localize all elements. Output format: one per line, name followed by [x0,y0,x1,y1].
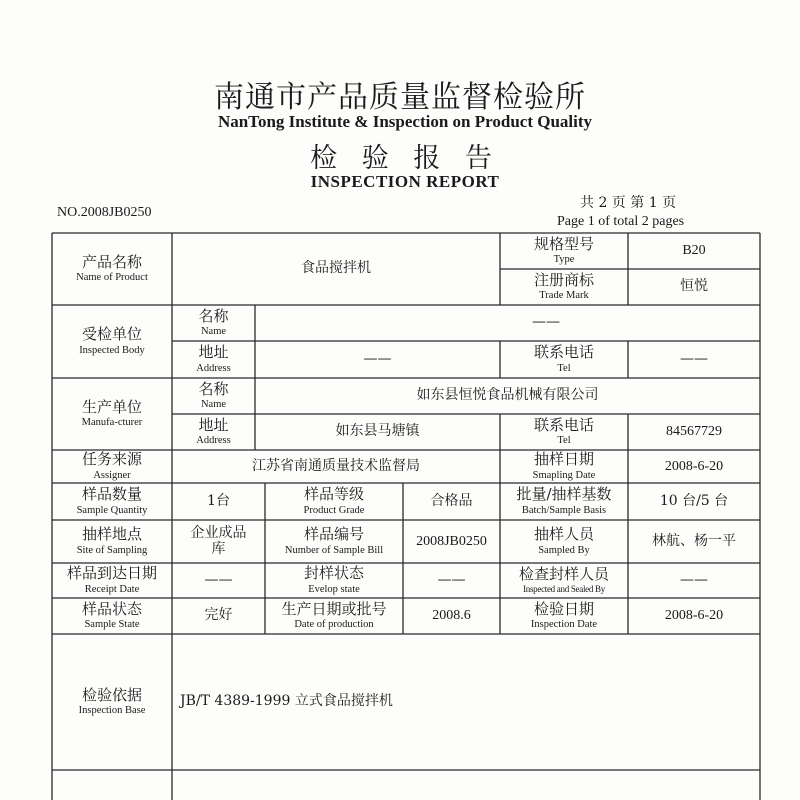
page-count-en: Page 1 of total 2 pages [557,214,685,229]
sampled-by-value: 林航、杨一平 [652,532,736,549]
trade-mark-value: 恒悦 [680,278,708,295]
sampling-date-value: 2008-6-20 [664,458,724,474]
sample-bill-value: 2008JB0250 [416,533,487,549]
inspected-body-name-value: —— [532,314,560,331]
type-value: B20 [682,243,706,259]
product-grade-label: 样品等级 Product Grade [303,485,365,516]
manufacturer-name-label: 名称 Name [198,379,229,411]
inspected-body-address-label: 地址 Address [196,343,231,374]
inspected-body-address-value: —— [363,350,392,367]
report-title-cn: 检 验 报 告 [310,143,500,174]
inspected-body-name-label: 名称 Name [198,306,229,338]
sample-quantity-label: 样品数量 Sample Quantity [76,485,148,516]
inspection-base-value: JB/T 4389-1999 立式食品搅拌机 [180,693,393,710]
inspected-body-tel-label: 联系电话 Tel [533,343,594,374]
manufacturer-name-value: 如东县恒悦食品机械有限公司 [416,387,599,404]
sampling-date-label: 抽样日期 Smapling Date [532,450,596,481]
report-number: NO.2008JB0250 [57,205,152,220]
manufacturer-address-value: 如东县马塘镇 [335,423,420,440]
product-name-label: 产品名称 Name of Product [76,252,148,284]
manufacturer-tel-value: 84567729 [666,424,722,440]
production-date-value: 2008.6 [432,608,471,624]
batch-basis-value: 10 台/5 台 [659,492,729,509]
manufacturer-tel-label: 联系电话 Tel [533,415,594,447]
sampled-by-label: 抽样人员 Sampled By [533,525,594,556]
inspected-body-tel-value: —— [680,350,708,367]
inspection-date-value: 2008-6-20 [664,608,724,624]
product-name-value: 食品搅拌机 [301,260,371,277]
type-label: 规格型号 Type [533,234,594,266]
institute-name-cn: 南通市产品质量监督检验所 [214,80,586,115]
assigner-value: 江苏省南通质量技术监督局 [252,457,420,474]
sealed-by-label: 检查封样人员 Inspected and Sealed By [518,565,609,594]
inspection-date-label: 检验日期 Inspection Date [530,599,598,631]
site-of-sampling-label: 抽样地点 Site of Sampling [76,525,148,556]
evelop-state-label: 封样状态 Evelop state [303,564,364,595]
sample-state-value: 完好 [204,607,233,624]
product-grade-value: 合格品 [430,492,473,509]
page-count-cn: 共 2 页 第 1 页 [580,195,677,211]
report-title-en: INSPECTION REPORT [310,172,500,191]
sealed-by-value: —— [680,571,708,588]
site-of-sampling-value: 企业成品 库 [190,525,247,557]
institute-name-en: NanTong Institute & Inspection on Product Quality [217,112,593,131]
receipt-date-value: —— [204,571,233,588]
production-date-label: 生产日期或批号 Date of production [281,599,387,631]
manufacturer-address-label: 地址 Address [196,415,231,447]
inspected-body-label: 受检单位 Inspected Body [79,325,145,356]
inspection-base-label: 检验依据 Inspection Base [78,685,146,717]
sample-state-label: 样品状态 Sample State [81,599,142,631]
manufacturer-label: 生产单位 Manufa-cturer [81,397,143,429]
receipt-date-label: 样品到达日期 Receipt Date [66,564,157,595]
trade-mark-label: 注册商标 Trade Mark [533,270,594,302]
sample-quantity-value: 1台 [207,492,230,509]
evelop-state-value: —— [437,571,466,588]
batch-basis-label: 批量/抽样基数 Batch/Sample Basis [516,485,612,516]
sample-bill-label: 样品编号 Number of Sample Bill [284,525,384,556]
assigner-label: 任务来源 Assigner [81,450,142,481]
